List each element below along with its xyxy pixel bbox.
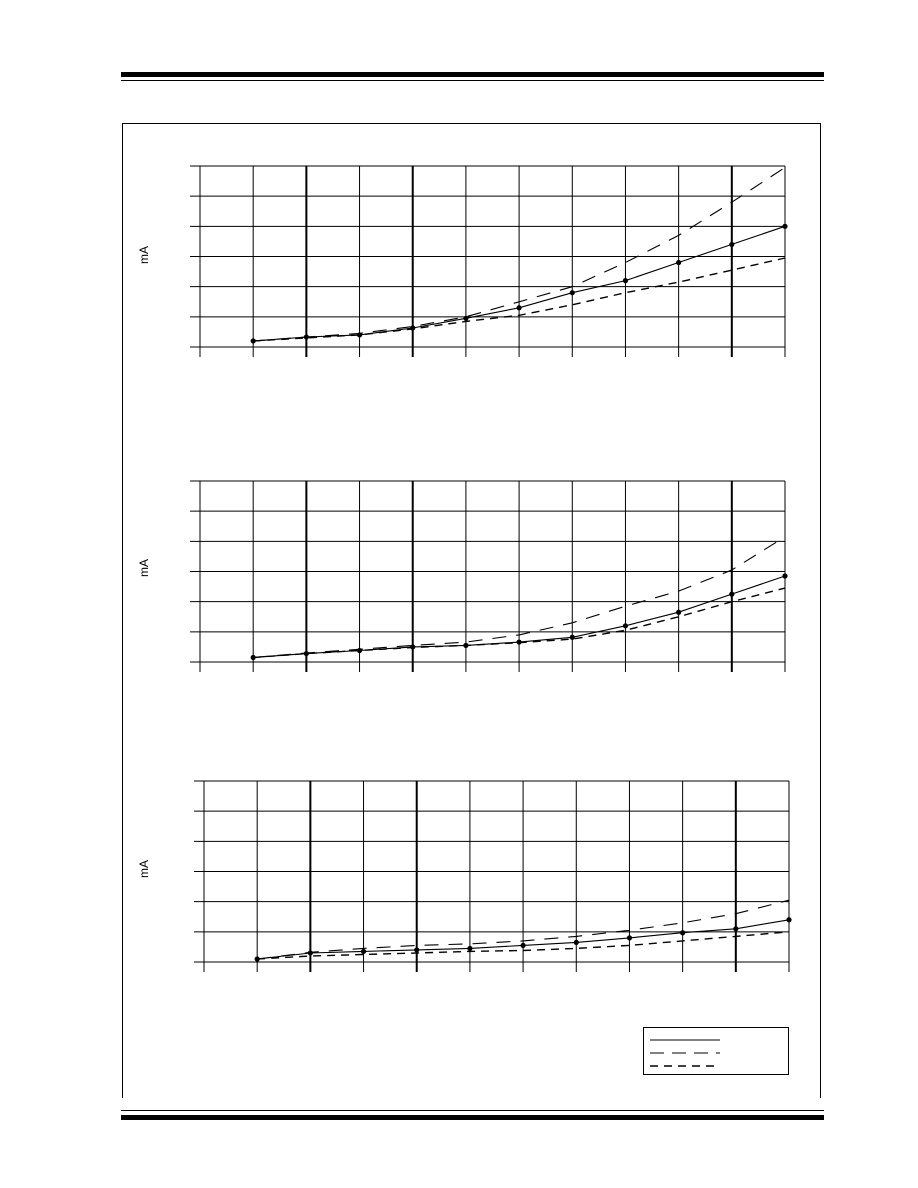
- chart-2-data-point: [570, 635, 575, 640]
- chart-3-data-point: [786, 917, 791, 922]
- chart-1-data-point: [782, 224, 787, 229]
- chart-1-data-point: [570, 290, 575, 295]
- chart-3-data-point: [680, 930, 685, 935]
- chart-3-data-point: [520, 943, 525, 948]
- chart-1-data-point: [676, 260, 681, 265]
- chart-3-data-point: [361, 949, 366, 954]
- chart-3-data-point: [467, 946, 472, 951]
- chart-2-data-point: [623, 623, 628, 628]
- chart-2-data-point: [782, 573, 787, 578]
- chart-3-y-axis-label: mA: [137, 860, 151, 878]
- chart-2-data-point: [676, 610, 681, 615]
- legend: [643, 1027, 789, 1075]
- chart-1-data-point: [623, 278, 628, 283]
- chart-2-data-point: [729, 592, 734, 597]
- chart-1-y-axis-label: mA: [137, 246, 151, 264]
- chart-3-data-point: [414, 947, 419, 952]
- chart-1-data-point: [516, 305, 521, 310]
- chart-3-data-point: [574, 940, 579, 945]
- chart-3-data-point: [627, 935, 632, 940]
- chart-3-data-point: [733, 926, 738, 931]
- chart-2-y-axis-label: mA: [137, 559, 151, 577]
- chart-1-data-point: [729, 242, 734, 247]
